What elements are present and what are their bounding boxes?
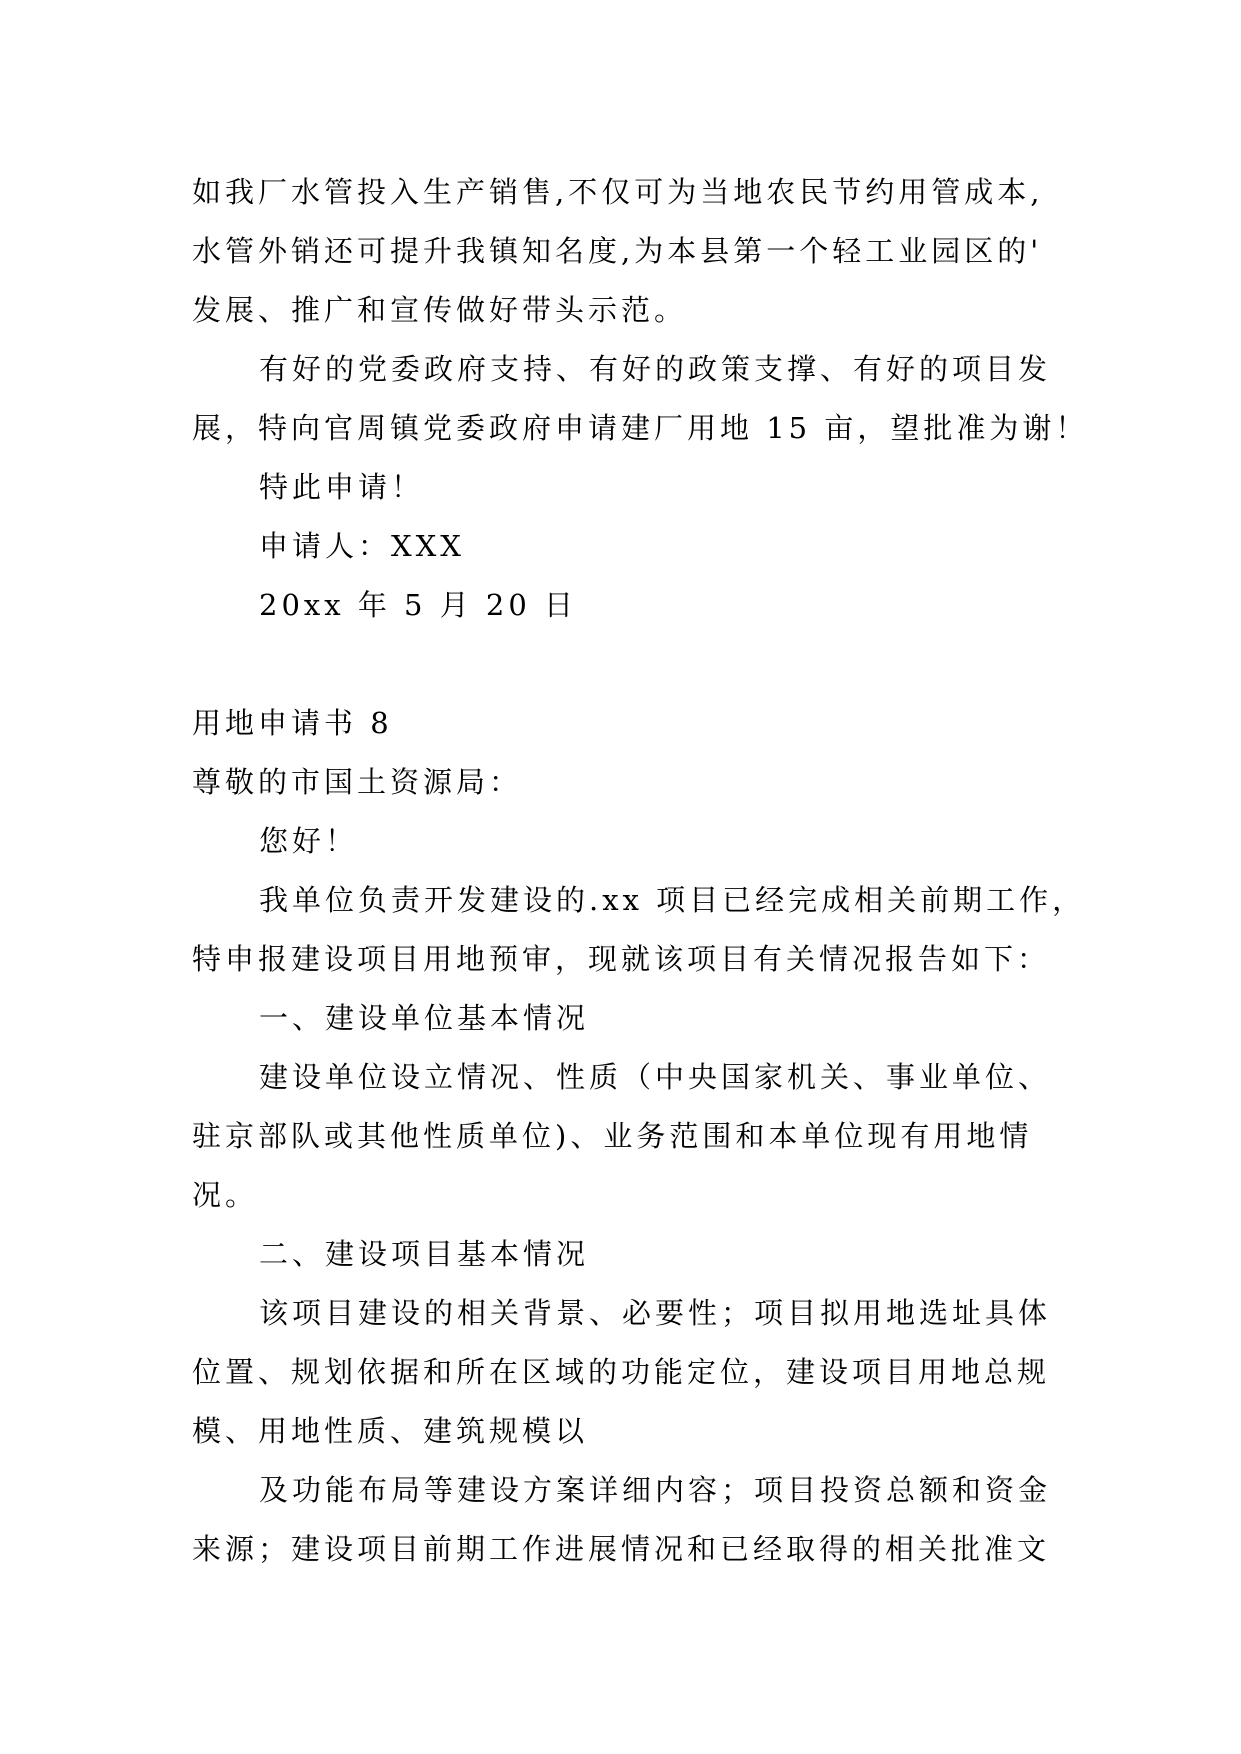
- paragraph-line: 水管外销还可提升我镇知名度,为本县第一个轻工业园区的': [192, 234, 1043, 268]
- blank-line: [192, 635, 1152, 694]
- paragraph-line: 来源；建设项目前期工作进展情况和已经取得的相关批准文: [192, 1532, 1051, 1566]
- paragraph-line: 该项目建设的相关背景、必要性；项目拟用地选址具体: [259, 1296, 1052, 1330]
- paragraph-line: 模、用地性质、建筑规模以: [192, 1414, 589, 1448]
- paragraph-line: 建设单位设立情况、性质（中央国家机关、事业单位、: [259, 1060, 1052, 1094]
- paragraph-line: 特申报建设项目用地预审，现就该项目有关情况报告如下：: [192, 942, 1051, 976]
- paragraph-line: 况。: [192, 1178, 259, 1212]
- paragraph-line: 发展、推广和宣传做好带头示范。: [192, 293, 688, 327]
- paragraph-line: 及功能布局等建设方案详细内容；项目投资总额和资金: [259, 1473, 1052, 1507]
- signature-date: 20xx 年 5 月 20 日: [259, 588, 578, 622]
- paragraph-line: 如我厂水管投入生产销售,不仅可为当地农民节约用管成本,: [192, 175, 1044, 209]
- addressee: 尊敬的市国土资源局：: [192, 765, 523, 799]
- greeting: 您好！: [259, 824, 359, 858]
- paragraph-line: 驻京部队或其他性质单位)、业务范围和本单位现有用地情: [192, 1119, 1033, 1153]
- paragraph-line: 有好的党委政府支持、有好的政策支撑、有好的项目发: [259, 352, 1052, 386]
- closing-line: 特此申请！: [259, 470, 425, 504]
- signature-applicant: 申请人：XXX: [259, 529, 465, 563]
- document-body: [192, 163, 1152, 1579]
- section-heading: 一、建设单位基本情况: [259, 1001, 590, 1035]
- letter-title: 用地申请书 8: [192, 706, 393, 740]
- paragraph-line: 我单位负责开发建设的.xx 项目已经完成相关前期工作，: [259, 883, 1086, 917]
- paragraph-line: 位置、规划依据和所在区域的功能定位，建设项目用地总规: [192, 1355, 1051, 1389]
- paragraph-line: 展，特向官周镇党委政府申请建厂用地 15 亩，望批准为谢！: [192, 411, 1089, 445]
- section-heading: 二、建设项目基本情况: [259, 1237, 590, 1271]
